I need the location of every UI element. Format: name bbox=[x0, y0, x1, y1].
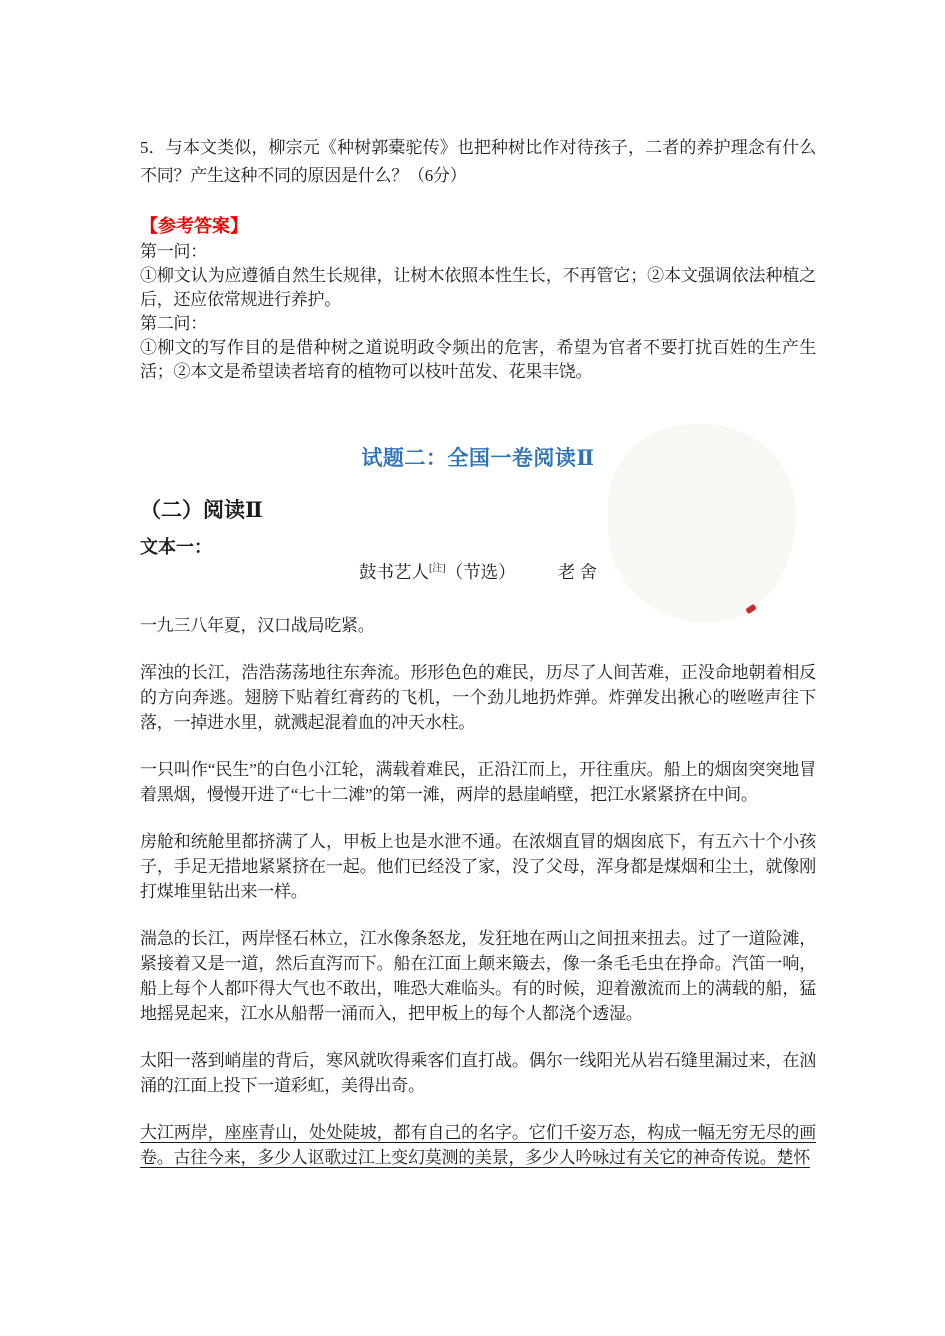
question-5-text: 5．与本文类似，柳宗元《种树郭橐驼传》也把种树比作对待孩子，二者的养护理念有什么不同？产生这种不同的原因是什么？（6分） bbox=[140, 138, 816, 185]
essay-paragraph: 太阳一落到峭崖的背后，寒风就吹得乘客们直打战。偶尔一线阳光从岩石缝里漏过来，在汹涌的江面上投下一道彩虹，美得出奇。 bbox=[140, 1051, 816, 1095]
work-title: 鼓书艺人 bbox=[358, 562, 429, 582]
footnote-marker: [注] bbox=[428, 563, 446, 575]
essay-paragraph: 浑浊的长江，浩浩荡荡地往东奔流。形形色色的难民，历尽了人间苦难，正没命地朝着相反的方向奔逃。翅膀下贴着红膏药的飞机，一个劲儿地扔炸弹。炸弹发出揪心的咝咝声往下落，一掉进水里，就溅起混着血的冲天水柱。 bbox=[140, 663, 816, 732]
work-subtitle: （节选） bbox=[445, 562, 516, 582]
work-title-line bbox=[140, 559, 816, 585]
essay-paragraph: 房舱和统舱里都挤满了人，甲板上也是水泄不通。在浓烟直冒的烟囱底下，有五六十个小孩子，手足无措地紧紧挤在一起。他们已经没了家，没了父母，浑身都是煤烟和尘土，就像刚打煤堆里钻出来一样。 bbox=[140, 832, 816, 901]
essay-paragraph: 一九三八年夏，汉口战局吃紧。 bbox=[140, 616, 375, 635]
text-one-label: 文本一： bbox=[140, 537, 212, 557]
answer-part1-text: ①柳文认为应遵循自然生长规律，让树木依照本性生长，不再管它；②本文强调依法种植之后，还应依常规进行养护。 bbox=[140, 266, 816, 309]
essay-paragraph: 湍急的长江，两岸怪石林立，江水像条怒龙，发狂地在两山之间扭来扭去。过了一道险滩，紧接着又是一道，然后直泻而下。船在江面上颠来簸去，像一条毛毛虫在挣命。汽笛一响，船上每个人都吓得大气也不敢出，唯恐大难临头。有的时候，迎着激流而上的满载的船，猛地摇晃起来，江水从船帮一涌而入，把甲板上的每个人都浇个透湿。 bbox=[140, 929, 816, 1023]
answer-part1-label: 第一问： bbox=[140, 242, 207, 261]
author-name: 老 舍 bbox=[557, 562, 598, 582]
essay-paragraph-underlined: 大江两岸，座座青山，处处陡坡，都有自己的名字。它们千姿万态，构成一幅无穷无尽的画卷。古往今来，多少人讴歌过江上变幻莫测的美景，多少人吟咏过有关它的神奇传说。楚怀 bbox=[140, 1123, 816, 1167]
section-two-heading: 试题二：全国一卷阅读Ⅱ bbox=[361, 446, 595, 470]
document-content bbox=[140, 0, 816, 1336]
answer-part2-label: 第二问： bbox=[140, 314, 207, 333]
essay-paragraph: 一只叫作“民生”的白色小江轮，满载着难民，正沿江而上，开往重庆。船上的烟囱突突地冒着黑烟，慢慢开进了“七十二滩”的第一滩，两岸的悬崖峭壁，把江水紧紧挤在中间。 bbox=[140, 760, 816, 804]
reference-answer-body bbox=[140, 240, 816, 384]
reading-two-subheading: （二）阅读Ⅱ bbox=[140, 498, 263, 522]
reference-answer-label: 【参考答案】 bbox=[140, 216, 248, 236]
essay-body bbox=[140, 613, 816, 1192]
answer-part2-text: ①柳文的写作目的是借种树之道说明政令频出的危害，希望为官者不要打扰百姓的生产生活；②本文是希望读者培育的植物可以枝叶茁发、花果丰饶。 bbox=[140, 338, 816, 381]
